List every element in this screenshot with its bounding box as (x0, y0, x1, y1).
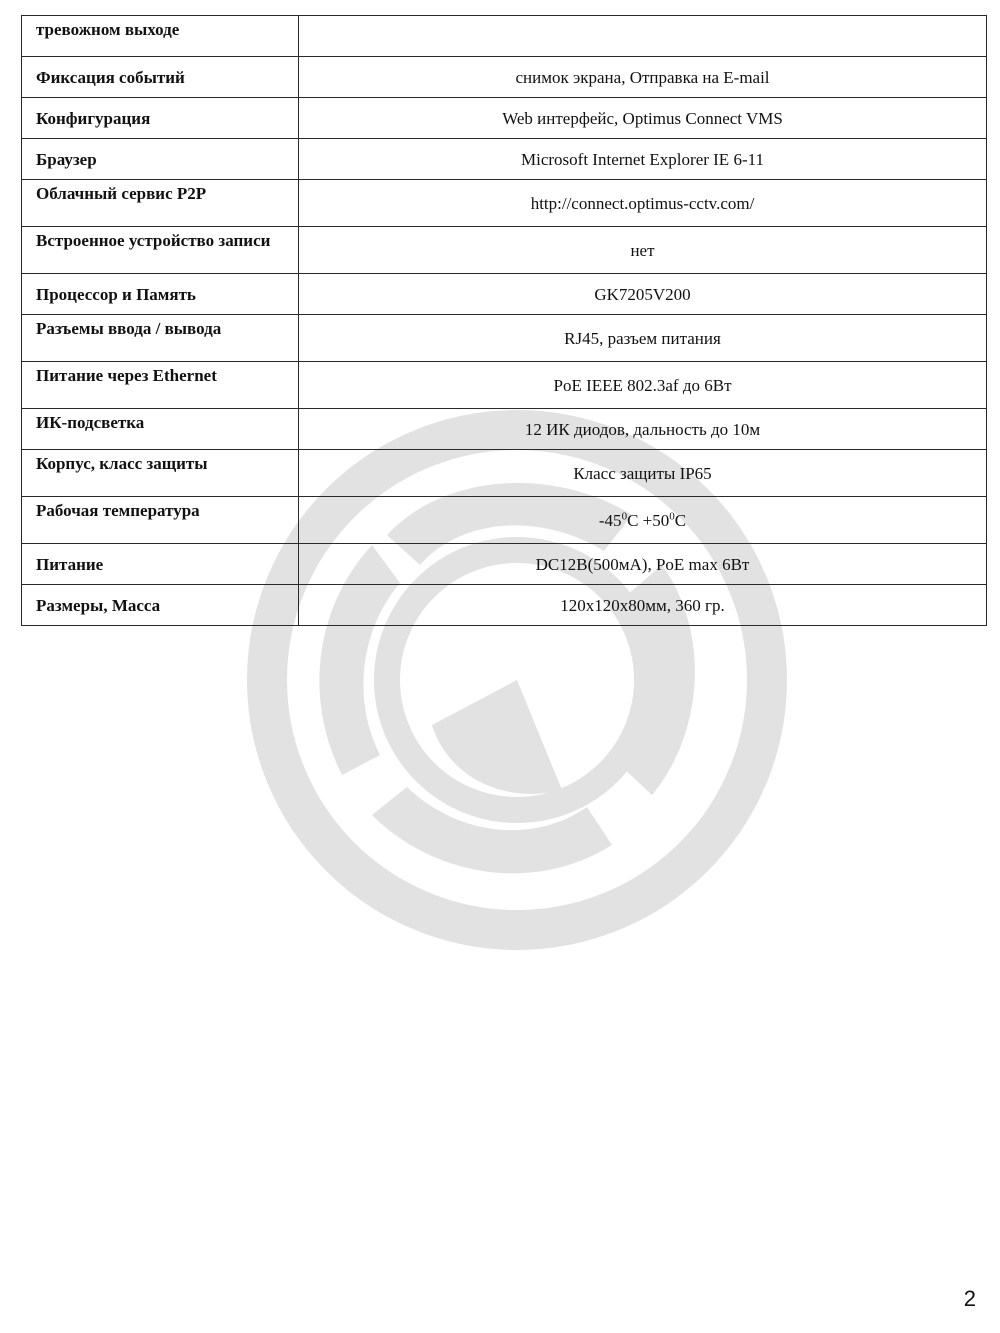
spec-value: RJ45, разъем питания (299, 315, 987, 362)
spec-label: Питание (22, 544, 299, 585)
table-row (22, 362, 987, 409)
spec-value: GK7205V200 (299, 274, 987, 315)
spec-value: снимок экрана, Отправка на E-mail (299, 57, 987, 98)
table-row (22, 57, 987, 98)
degree-sign: 0 (621, 509, 628, 522)
table-row (22, 315, 987, 362)
table-row (22, 409, 987, 450)
spec-label: Фиксация событий (22, 57, 299, 98)
spec-value: 12 ИК диодов, дальность до 10м (299, 409, 987, 450)
spec-value (299, 16, 987, 57)
degree-sign: 0 (669, 509, 675, 522)
table-row (22, 497, 987, 544)
spec-label: Размеры, Масса (22, 585, 299, 626)
spec-value: http://connect.optimus-cctv.com/ (299, 180, 987, 227)
table-row (22, 227, 987, 274)
temp-unit: C (627, 510, 639, 530)
table-row (22, 544, 987, 585)
spec-label: Облачный сервис P2P (22, 180, 299, 227)
spec-value: 120x120x80мм, 360 гр. (299, 585, 987, 626)
spec-value: Класс защиты IP65 (299, 450, 987, 497)
table-row (22, 450, 987, 497)
table-row (22, 16, 987, 57)
spec-value-temperature (299, 497, 987, 544)
spec-label: Процессор и Память (22, 274, 299, 315)
table-row (22, 98, 987, 139)
table-row (22, 274, 987, 315)
spec-label: тревожном выходе (22, 16, 299, 57)
spec-label: ИК-подсветка (22, 409, 299, 450)
spec-label: Конфигурация (22, 98, 299, 139)
spec-label: Встроенное устройство записи (22, 227, 299, 274)
spec-value: Microsoft Internet Explorer IE 6-11 (299, 139, 987, 180)
table-row (22, 585, 987, 626)
spec-label: Браузер (22, 139, 299, 180)
spec-table (21, 15, 987, 626)
spec-value: нет (299, 227, 987, 274)
spec-value: PoE IEEE 802.3af до 6Вт (299, 362, 987, 409)
table-row (22, 139, 987, 180)
spec-label: Корпус, класс защиты (22, 450, 299, 497)
table-row (22, 180, 987, 227)
temp-min: -45 (598, 510, 622, 530)
spec-value: DC12В(500мА), PoE max 6Вт (299, 544, 987, 585)
temp-max: +50 (642, 510, 670, 530)
temp-unit: C (674, 510, 687, 530)
page-number: 2 (963, 1286, 976, 1311)
spec-label: Рабочая температура (22, 497, 299, 544)
spec-value: Web интерфейс, Optimus Connect VMS (299, 98, 987, 139)
spec-label: Питание через Ethernet (22, 362, 299, 409)
spec-label: Разъемы ввода / вывода (22, 315, 299, 362)
